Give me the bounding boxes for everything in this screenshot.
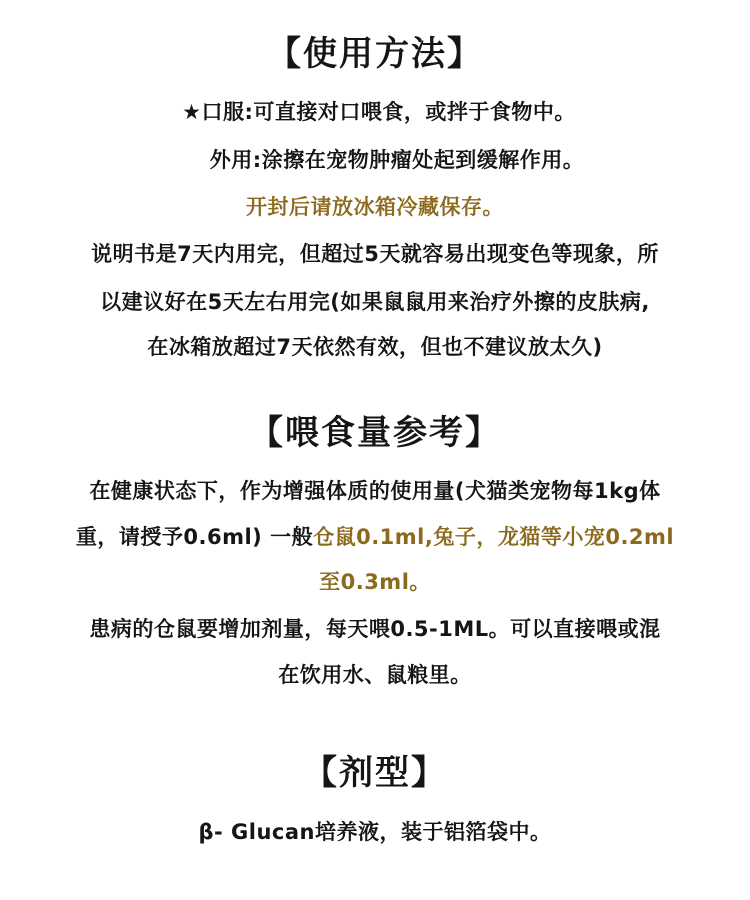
dosage-line-1: 在健康状态下，作为增强体质的使用量(犬猫类宠物每1kg体 [89, 479, 661, 503]
usage-note-line-1: 说明书是7天内用完，但超过5天就容易出现变色等现象，所 [91, 242, 659, 266]
usage-note-line-2: 以建议好在5天左右用完(如果鼠鼠用来治疗外擦的皮肤病, [100, 290, 650, 314]
sick-dosage-line-2: 在饮用水、鼠粮里。 [278, 663, 472, 687]
external-usage: 外用:涂擦在宠物肿瘤处起到缓解作用。 [209, 148, 585, 172]
usage-note-line-3: 在冰箱放超过7天依然有效，但也不建议放太久) [147, 335, 603, 359]
oral-usage: ★口服:可直接对口喂食，或拌于食物中。 [182, 100, 576, 124]
form-heading: 【剂型】 [303, 753, 447, 793]
dosage-line-2 [0, 521, 750, 551]
dosage-small-pets: 仓鼠0.1ml,兔子，龙猫等小宠0.2ml [313, 525, 675, 549]
dosage-line-2-plain: 重，请授予0.6ml) 一般 [75, 525, 314, 549]
storage-note: 开封后请放冰箱冷藏保存。 [246, 195, 504, 219]
usage-heading: 【使用方法】 [267, 34, 483, 74]
form-text: β- Glucan培养液，装于铝箔袋中。 [198, 820, 552, 844]
dosage-heading: 【喂食量参考】 [249, 413, 501, 453]
sick-dosage-line-1: 患病的仓鼠要增加剂量，每天喂0.5-1ML。可以直接喂或混 [89, 617, 661, 641]
dosage-line-3: 至0.3ml。 [319, 570, 431, 594]
